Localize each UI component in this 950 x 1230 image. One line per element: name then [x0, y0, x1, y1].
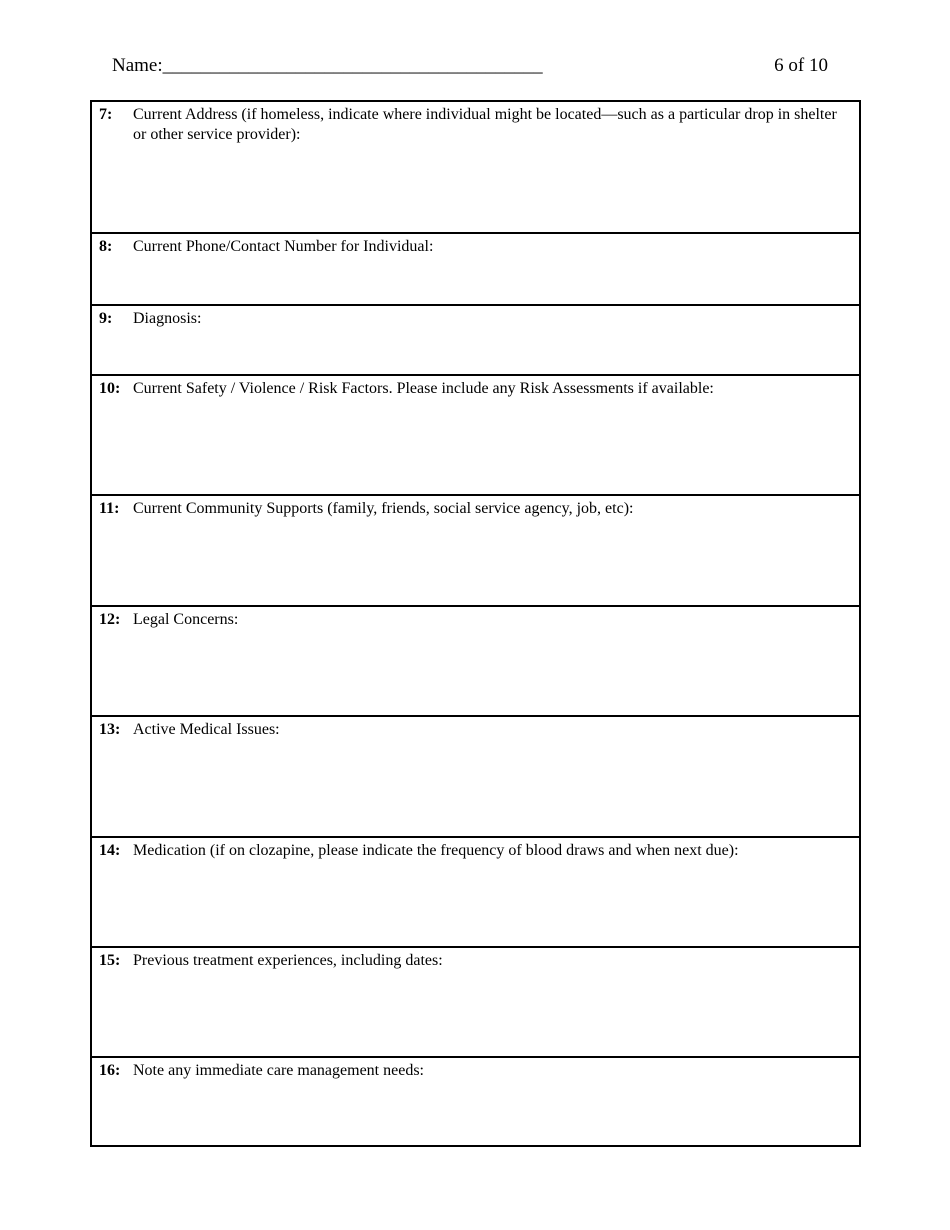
- row-label: Current Phone/Contact Number for Individual:: [133, 238, 434, 255]
- form-row-14[interactable]: [92, 836, 859, 946]
- form-row-15[interactable]: [92, 946, 859, 1056]
- row-number: 10:: [99, 380, 121, 397]
- form-row-16[interactable]: [92, 1056, 859, 1145]
- form-row-8[interactable]: [92, 232, 859, 304]
- row-number: 15:: [99, 952, 121, 969]
- page-number: 6 of 10: [774, 55, 828, 76]
- form-row-9[interactable]: [92, 304, 859, 374]
- form-row-11[interactable]: [92, 494, 859, 605]
- row-label: Current Safety / Violence / Risk Factors. Please include any Risk Assessments if available:: [133, 380, 714, 397]
- row-number: 9:: [99, 310, 113, 327]
- form-row-12[interactable]: [92, 605, 859, 715]
- form-row-7[interactable]: [92, 102, 859, 232]
- row-label: Medication (if on clozapine, please indicate the frequency of blood draws and when next due):: [133, 842, 739, 859]
- row-label: Diagnosis:: [133, 310, 202, 327]
- name-field-label[interactable]: Name:________________________________________: [112, 55, 543, 76]
- form-row-13[interactable]: [92, 715, 859, 836]
- row-number: 14:: [99, 842, 121, 859]
- row-label: Note any immediate care management needs:: [133, 1062, 424, 1079]
- row-label: Previous treatment experiences, including dates:: [133, 952, 443, 969]
- row-label: Active Medical Issues:: [133, 721, 280, 738]
- row-number: 12:: [99, 611, 121, 628]
- form-row-10[interactable]: [92, 374, 859, 494]
- row-label: Legal Concerns:: [133, 611, 239, 628]
- page-header: [112, 55, 828, 81]
- form-table: [90, 100, 861, 1147]
- row-number: 8:: [99, 238, 113, 255]
- row-number: 7:: [99, 106, 113, 123]
- row-label: Current Community Supports (family, friends, social service agency, job, etc):: [133, 500, 634, 517]
- row-number: 16:: [99, 1062, 121, 1079]
- row-number: 13:: [99, 721, 121, 738]
- row-label: Current Address (if homeless, indicate where individual might be located—such as a particular drop in shelter or other service provider):: [133, 106, 837, 143]
- row-number: 11:: [99, 500, 120, 517]
